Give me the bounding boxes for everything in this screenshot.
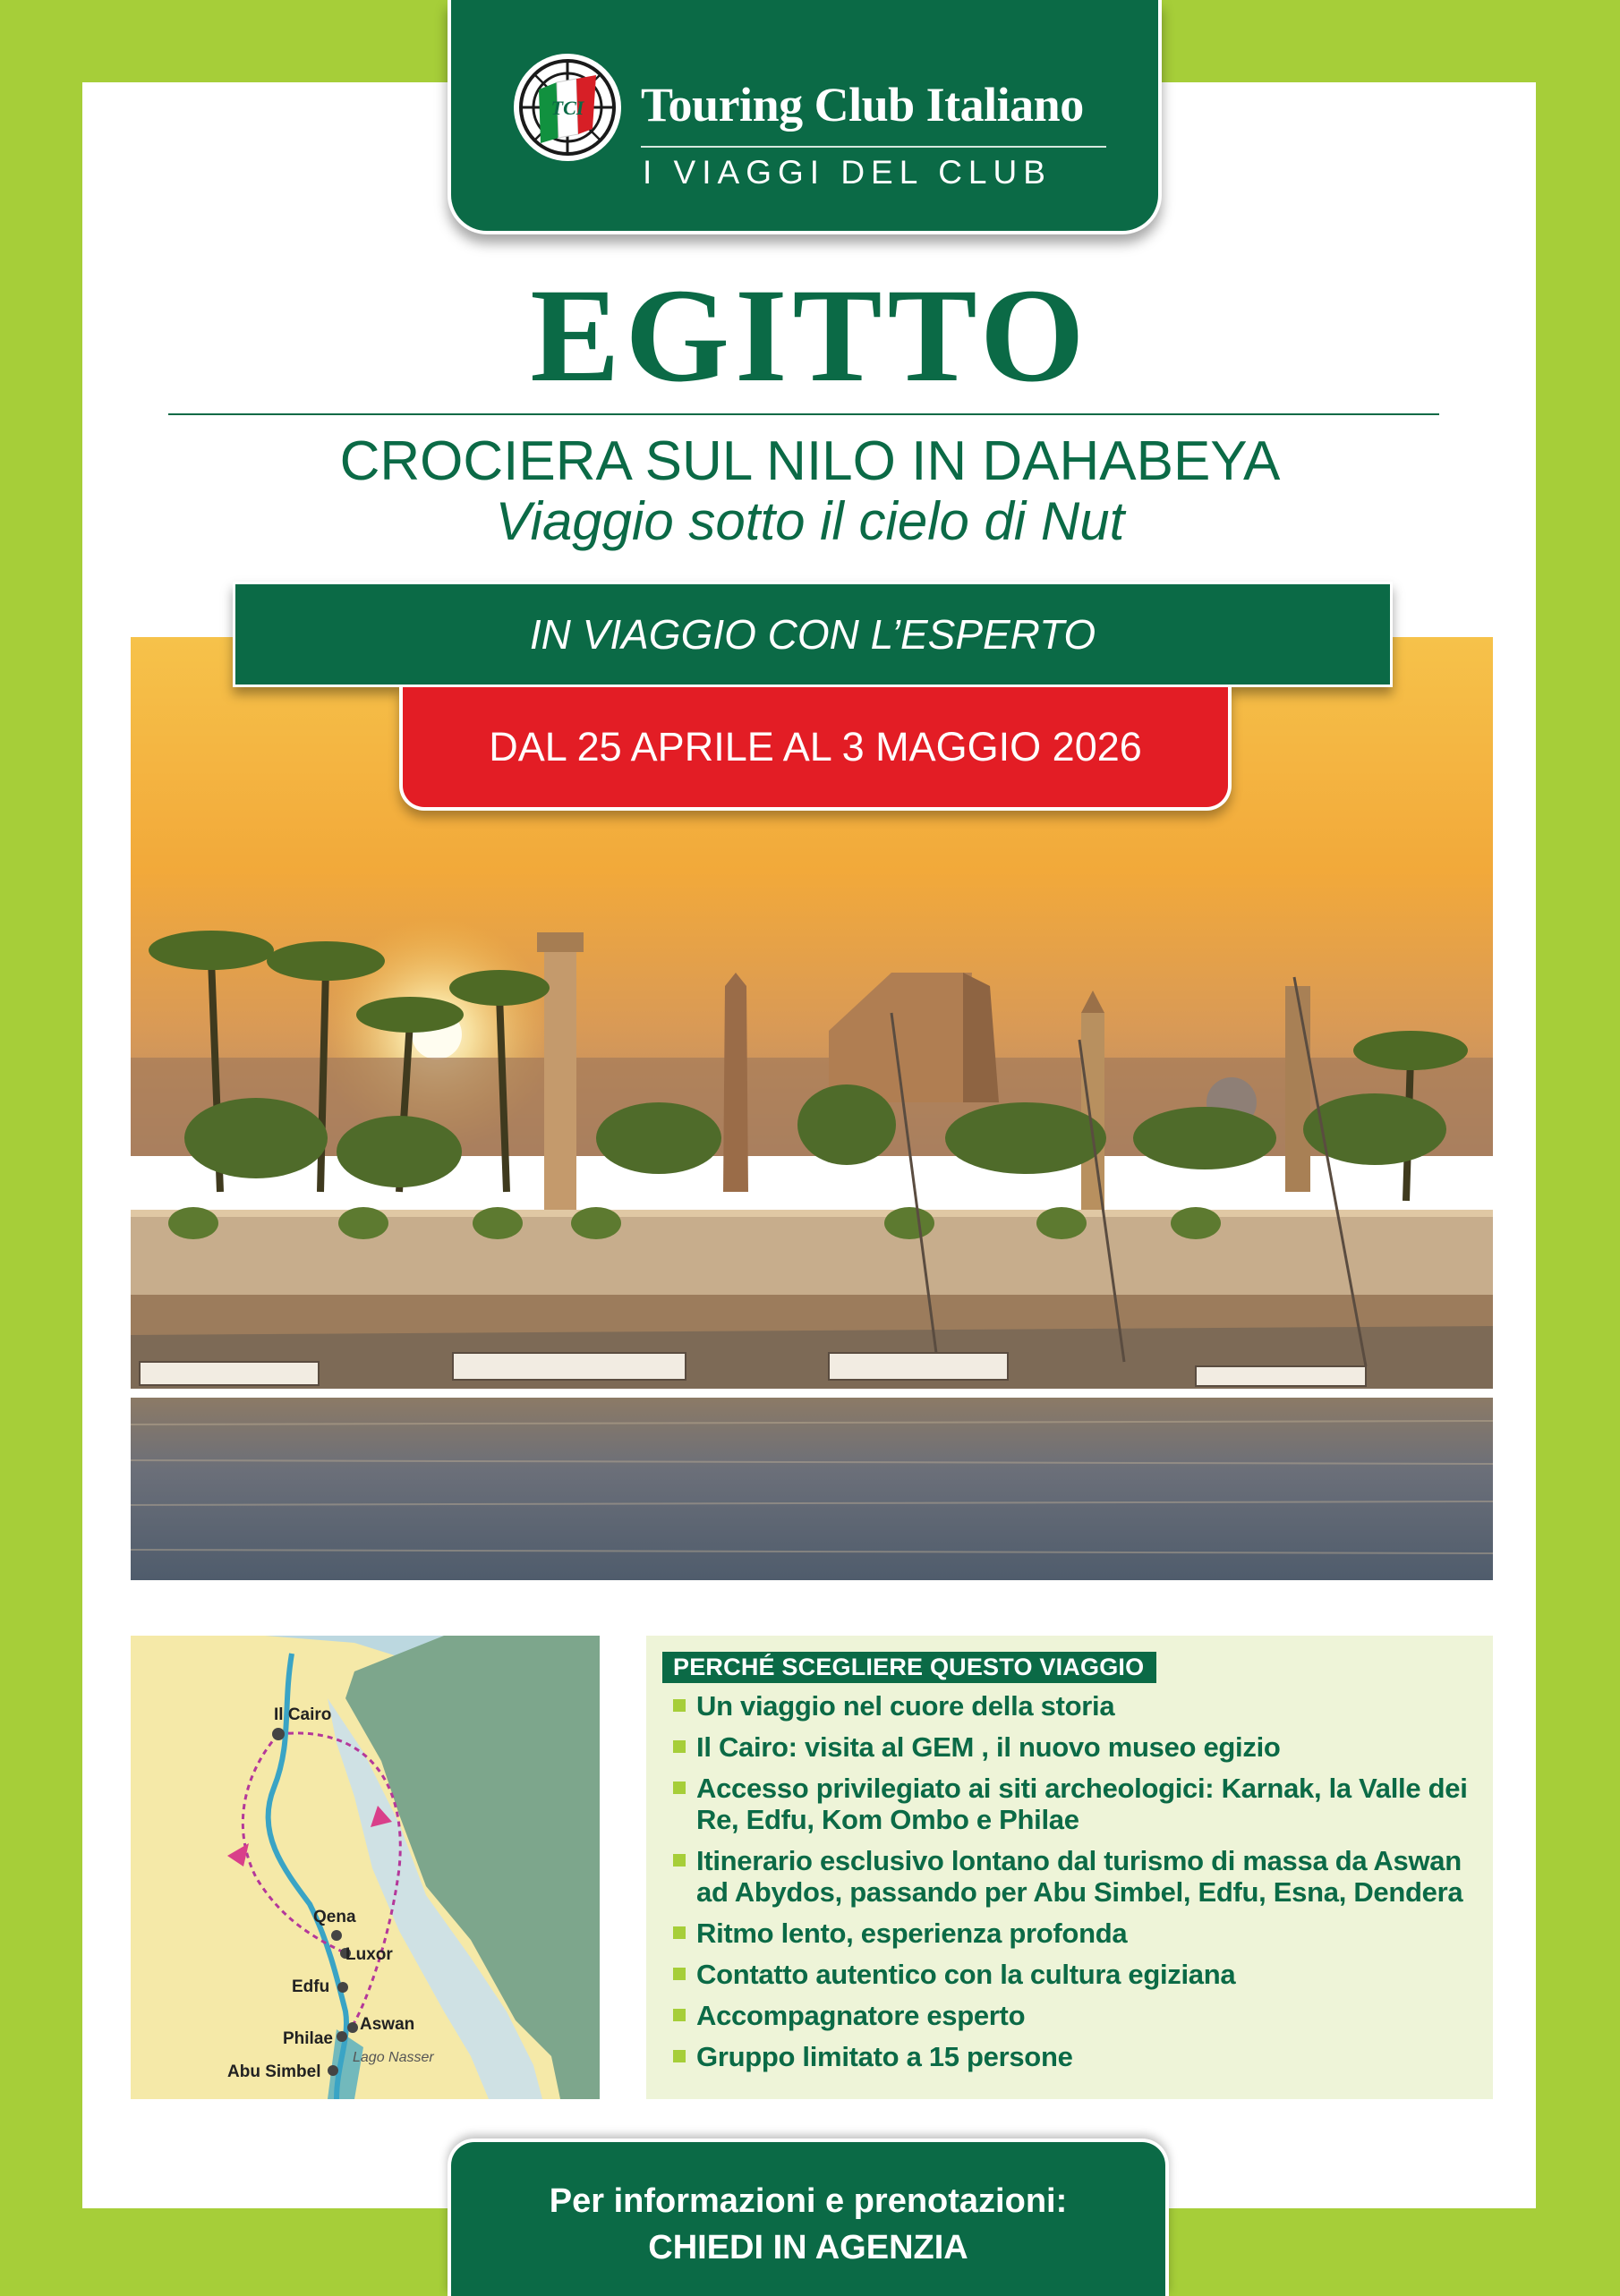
- brand-subtitle: I VIAGGI DEL CLUB: [643, 154, 1052, 191]
- reason-item: Gruppo limitato a 15 persone: [696, 2041, 1493, 2072]
- page-title: EGITTO: [530, 261, 1090, 410]
- bullet-square-icon: [673, 1854, 686, 1867]
- reasons-list: [662, 1690, 1493, 2072]
- bullet-square-icon: [673, 1782, 686, 1794]
- map-label-edfu: Edfu: [292, 1977, 330, 1996]
- tci-logo: [512, 52, 623, 163]
- reason-item: Un viaggio nel cuore della storia: [696, 1690, 1493, 1722]
- footer-contact-tab: [448, 2139, 1169, 2296]
- title-divider: [168, 413, 1439, 415]
- expert-banner: IN VIAGGIO CON L’ESPERTO: [233, 582, 1393, 687]
- map-label-abu-simbel: Abu Simbel: [227, 2062, 321, 2081]
- bullet-square-icon: [673, 2050, 686, 2062]
- map-label-lago-nasser: Lago Nasser: [353, 2050, 434, 2065]
- logo-letters: TCI: [550, 97, 584, 119]
- bullet-square-icon: [673, 1699, 686, 1712]
- page-tagline: Viaggio sotto il cielo di Nut: [495, 491, 1125, 551]
- map-label-cairo: Il Cairo: [274, 1705, 332, 1724]
- page-subtitle: CROCIERA SUL NILO IN DAHABEYA: [339, 430, 1281, 492]
- reason-item: Il Cairo: visita al GEM , il nuovo museo egizio: [696, 1731, 1493, 1763]
- footer-cta-line: CHIEDI IN AGENZIA: [648, 2229, 968, 2266]
- map-label-qena: Qena: [313, 1908, 356, 1926]
- brand-name: Touring Club Italiano: [641, 78, 1084, 132]
- reasons-heading: PERCHÉ SCEGLIERE QUESTO VIAGGIO: [662, 1652, 1156, 1683]
- footer-info-line: Per informazioni e prenotazioni:: [549, 2182, 1068, 2220]
- bullet-square-icon: [673, 2009, 686, 2021]
- map-label-philae: Philae: [283, 2029, 333, 2048]
- reason-item: Ritmo lento, esperienza profonda: [696, 1918, 1493, 1949]
- bullet-square-icon: [673, 1926, 686, 1939]
- reasons-panel: [646, 1636, 1493, 2099]
- date-banner: DAL 25 APRILE AL 3 MAGGIO 2026: [399, 687, 1232, 811]
- map-label-luxor: Luxor: [345, 1945, 393, 1964]
- map-label-aswan: Aswan: [360, 2015, 415, 2034]
- reason-item: Contatto autentico con la cultura egiziana: [696, 1959, 1493, 1990]
- reason-item: Accesso privilegiato ai siti archeologici: Karnak, la Valle dei Re, Edfu, Kom Ombo e Philae: [696, 1773, 1493, 1835]
- reason-item: Itinerario esclusivo lontano dal turismo di massa da Aswan ad Abydos, passando per Abu Simbel, Edfu, Esna, Dendera: [696, 1845, 1493, 1908]
- egypt-route-map: [131, 1636, 600, 2099]
- header-tab: [448, 0, 1162, 234]
- brand-divider: [641, 146, 1106, 148]
- bullet-square-icon: [673, 1740, 686, 1753]
- bullet-square-icon: [673, 1968, 686, 1980]
- reason-item: Accompagnatore esperto: [696, 2000, 1493, 2031]
